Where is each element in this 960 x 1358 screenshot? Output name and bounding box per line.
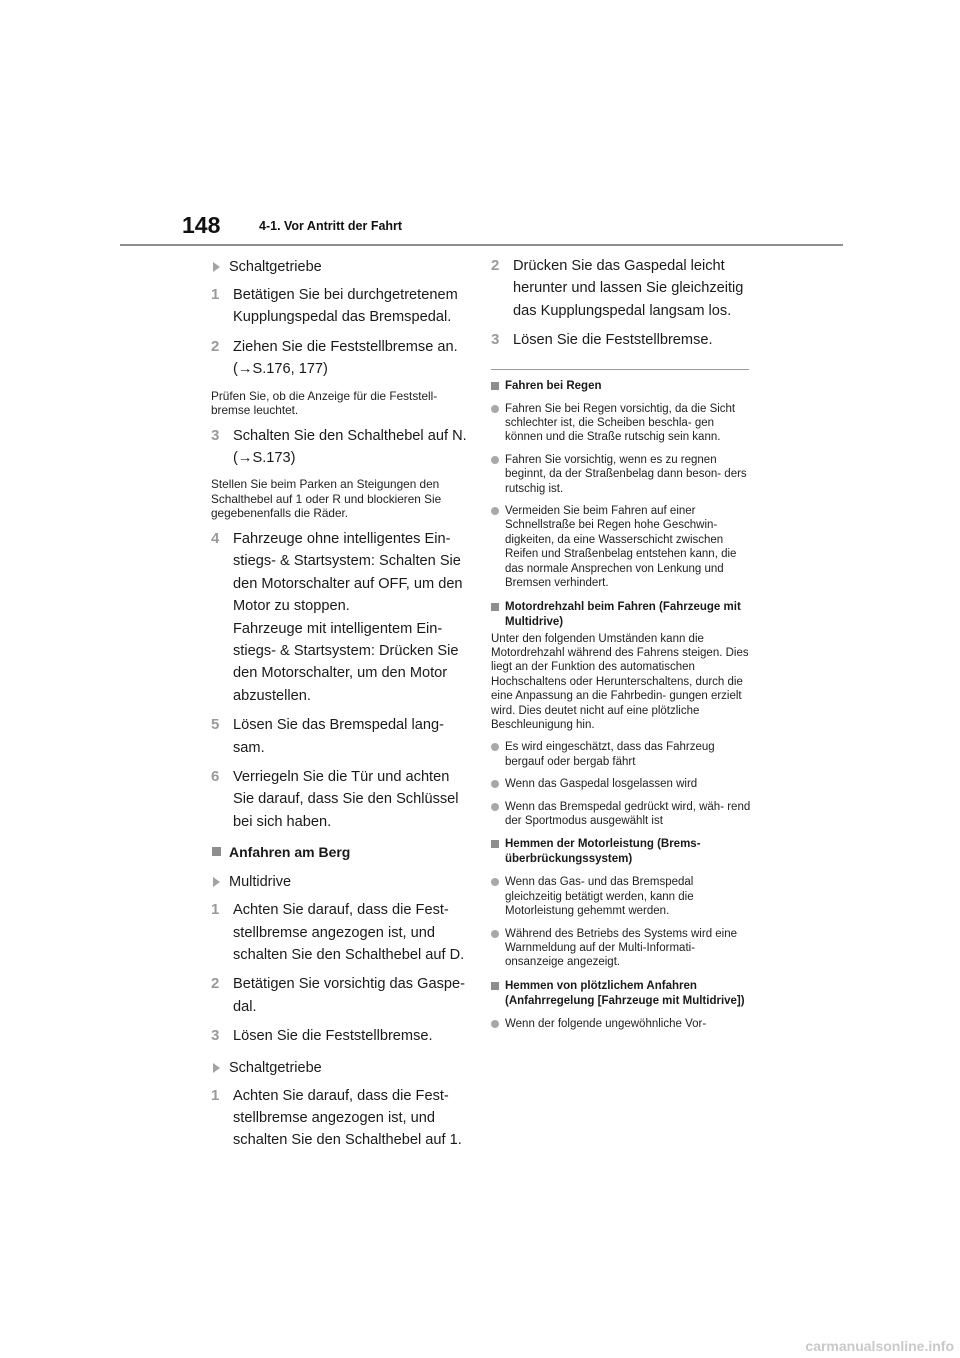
square-bullet-icon [491, 382, 499, 390]
dot-bullet-icon [491, 878, 499, 886]
page-number: 148 [182, 212, 221, 238]
section-divider [491, 369, 749, 370]
list-item: Vermeiden Sie beim Fahren auf einer Schnellstraße bei Regen hohe Geschwin- digkeiten, da eine Wasserschicht zwischen Reifen und Straßenbelag entstehen kann, die das normale Ansprechen von Lenkung und Bremsen verhindert. [491, 504, 753, 590]
section-heading-hill-start: Anfahren am Berg [211, 842, 469, 862]
header-divider [120, 244, 843, 246]
dot-bullet-icon [491, 930, 499, 938]
dot-bullet-icon [491, 507, 499, 515]
step-2: 2 Betätigen Sie vorsichtig das Gaspe- dal. [211, 975, 466, 1015]
left-column [211, 255, 469, 1152]
section-title: 4-1. Vor Antritt der Fahrt [259, 219, 403, 233]
note: Prüfen Sie, ob die Anzeige für die Feststell- bremse leuchtet. [211, 388, 438, 418]
page-ref: (→S.176, 177) [233, 361, 328, 378]
step-1: 1 Achten Sie darauf, dass die Fest- stellbremse angezogen ist, und schalten Sie den Schalthebel auf D. [211, 901, 465, 964]
info-heading-rpm: Motordrehzahl beim Fahren (Fahrzeuge mit Multidrive) [491, 600, 753, 630]
square-bullet-icon [491, 840, 499, 848]
square-bullet-icon [212, 847, 221, 856]
list-item: Wenn das Gas- und das Bremspedal gleichzeitig betätigt werden, kann die Motorleistung gehemmt werden. [491, 875, 753, 918]
subheading-multidrive: Multidrive [211, 872, 469, 892]
list-item: Es wird eingeschätzt, dass das Fahrzeug bergauf oder bergab fährt [491, 740, 753, 769]
dot-bullet-icon [491, 1020, 499, 1028]
step-1: 1 Achten Sie darauf, dass die Fest- stellbremse angezogen ist, und schalten Sie den Schalthebel auf 1. [211, 1086, 462, 1149]
right-column [491, 255, 753, 1031]
step-6: 6 Verriegeln Sie die Tür und achten Sie darauf, dass Sie den Schlüssel bei sich haben. [211, 768, 459, 830]
list-item: Fahren Sie bei Regen vorsichtig, da die Sicht schlechter ist, die Scheiben beschla- gen können und die Straße rutschig sein kann. [491, 402, 753, 445]
watermark: carmanualsonline.info [805, 1338, 954, 1354]
dot-bullet-icon [491, 456, 499, 464]
paragraph: Unter den folgenden Umständen kann die Motordrehzahl während des Fahrens steigen. Dies liegt an der Funktion des automatischen Hochschaltens oder Herunterschaltens, durch die eine Anpassung an die Fahrbedin- gungen erzielt wird. Dies deutet nicht auf eine plötzliche Beschleunigung hin. [491, 632, 749, 731]
dot-bullet-icon [491, 743, 499, 751]
triangle-bullet-icon [213, 262, 220, 272]
step-2: 2 Ziehen Sie die Feststellbremse an. (→S.176, 177) [211, 337, 458, 378]
list-item: Fahren Sie vorsichtig, wenn es zu regnen beginnt, da der Straßenbelag dann beson- ders rutschig ist. [491, 453, 753, 496]
list-item: Während des Betriebs des Systems wird eine Warnmeldung auf der Multi-Informati- onsanzeige angezeigt. [491, 927, 753, 970]
square-bullet-icon [491, 982, 499, 990]
dot-bullet-icon [491, 780, 499, 788]
list-item: Wenn das Gaspedal losgelassen wird [491, 777, 753, 791]
info-heading-brake-override: Hemmen der Motorleistung (Brems- überbrückungssystem) [491, 837, 753, 867]
triangle-bullet-icon [213, 1063, 220, 1073]
page-ref: (→S.173) [233, 450, 296, 467]
dot-bullet-icon [491, 405, 499, 413]
subheading-manual: Schaltgetriebe [211, 1058, 469, 1078]
step-2: 2 Drücken Sie das Gaspedal leicht herunter und lassen Sie gleichzeitig das Kupplungspedal langsam los. [491, 257, 744, 319]
dot-bullet-icon [491, 803, 499, 811]
list-item: Wenn der folgende ungewöhnliche Vor- [491, 1017, 753, 1031]
triangle-bullet-icon [213, 877, 220, 887]
step-1: 1 Betätigen Sie bei durchgetretenem Kupplungspedal das Bremspedal. [211, 286, 458, 326]
info-heading-start-control: Hemmen von plötzlichem Anfahren (Anfahrregelung [Fahrzeuge mit Multidrive]) [491, 979, 753, 1009]
step-3: 3 Schalten Sie den Schalthebel auf N. (→S.173) [211, 426, 467, 467]
step-3: 3 Lösen Sie die Feststellbremse. [211, 1027, 433, 1045]
note: Stellen Sie beim Parken an Steigungen den Schalthebel auf 1 oder R und blockieren Sie gegebenenfalls die Räder. [211, 477, 442, 521]
step-4: 4 Fahrzeuge ohne intelligentes Ein- stiegs- & Startsystem: Schalten Sie den Motorschalter auf OFF, um den Motor zu stoppen. Fahrzeuge mit intelligentem Ein- stiegs- & Startsystem: Drücken Sie den Motorschalter, um den Motor abzustellen. [211, 529, 463, 704]
step-5: 5 Lösen Sie das Bremspedal lang- sam. [211, 716, 444, 756]
list-item: Wenn das Bremspedal gedrückt wird, wäh- rend der Sportmodus ausgewählt ist [491, 800, 753, 829]
subheading-manual: Schaltgetriebe [211, 257, 469, 277]
step-3: 3 Lösen Sie die Feststellbremse. [491, 331, 713, 349]
square-bullet-icon [491, 603, 499, 611]
info-heading-rain: Fahren bei Regen [491, 379, 753, 394]
